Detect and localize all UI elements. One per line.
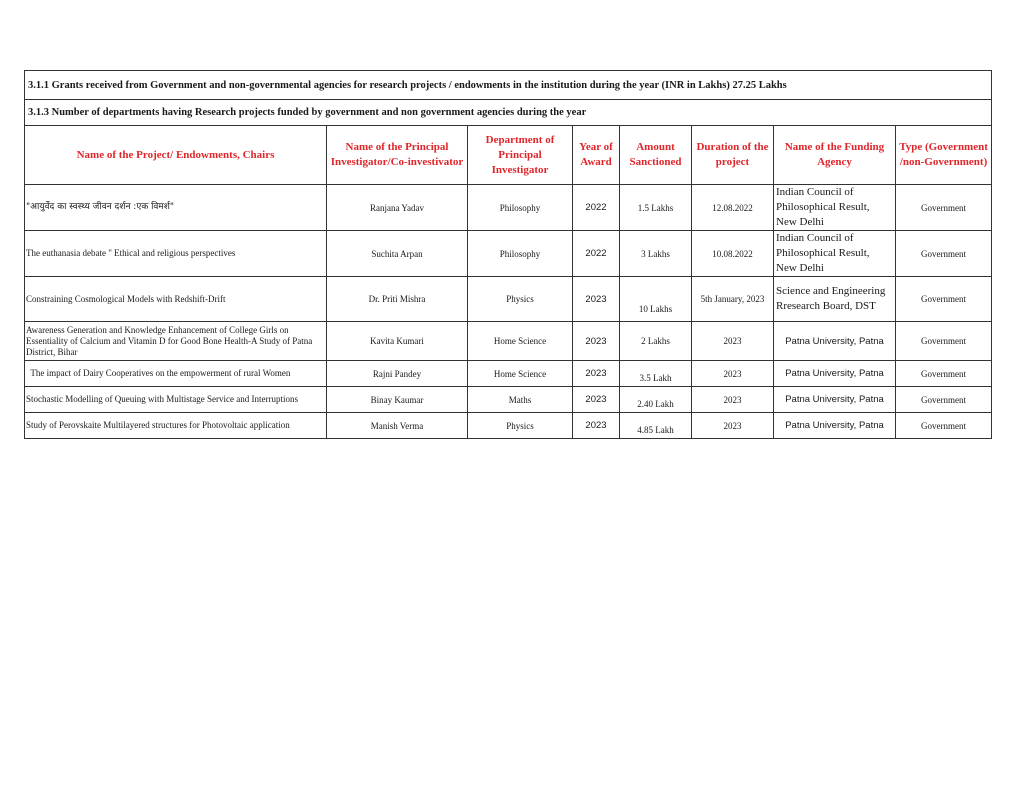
funding-agency: Patna University, Patna xyxy=(774,413,896,439)
department-name: Physics xyxy=(468,413,573,439)
award-year: 2023 xyxy=(573,361,620,387)
department-name: Philosophy xyxy=(468,231,573,277)
project-duration: 5th January, 2023 xyxy=(692,277,774,322)
funding-agency: Indian Council of Philosophical Result, New Delhi xyxy=(774,231,896,277)
col-header-amount: Amount Sanctioned xyxy=(620,126,692,185)
project-name: "आयुर्वेद का स्वस्थ्य जीवन दर्शन :एक विमर्श" xyxy=(25,185,327,231)
funding-type: Government xyxy=(896,361,992,387)
funding-agency: Patna University, Patna xyxy=(774,322,896,361)
col-header-department: Department of Principal Investigator xyxy=(468,126,573,185)
col-header-duration: Duration of the project xyxy=(692,126,774,185)
amount-sanctioned-cell xyxy=(620,413,692,439)
investigator-name: Rajni Pandey xyxy=(327,361,468,387)
award-year: 2022 xyxy=(573,185,620,231)
funding-type: Government xyxy=(896,413,992,439)
amount-sanctioned: 2.40 Lakh xyxy=(637,399,674,409)
award-year: 2023 xyxy=(573,387,620,413)
project-duration: 2023 xyxy=(692,387,774,413)
project-duration: 2023 xyxy=(692,361,774,387)
table-row xyxy=(25,185,992,231)
funding-type: Government xyxy=(896,387,992,413)
department-name: Philosophy xyxy=(468,185,573,231)
project-name: The euthanasia debate " Ethical and religious perspectives xyxy=(25,231,327,277)
col-header-agency: Name of the Funding Agency xyxy=(774,126,896,185)
table-row xyxy=(25,231,992,277)
investigator-name: Suchita Arpan xyxy=(327,231,468,277)
heading-313: 3.1.3 Number of departments having Research projects funded by government and non government agencies during the year xyxy=(25,100,992,126)
project-duration: 2023 xyxy=(692,413,774,439)
table-row xyxy=(25,387,992,413)
col-header-project: Name of the Project/ Endowments, Chairs xyxy=(25,126,327,185)
department-name: Maths xyxy=(468,387,573,413)
department-name: Home Science xyxy=(468,361,573,387)
header-row xyxy=(25,126,992,185)
banner-row-311 xyxy=(25,71,992,100)
amount-sanctioned: 3.5 Lakh xyxy=(639,373,672,383)
table-row xyxy=(25,413,992,439)
project-name: Constraining Cosmological Models with Redshift-Drift xyxy=(25,277,327,322)
col-header-year: Year of Award xyxy=(573,126,620,185)
department-name: Physics xyxy=(468,277,573,322)
col-header-investigator: Name of the Principal Investigator/Co-investivator xyxy=(327,126,468,185)
table-row xyxy=(25,277,992,322)
amount-sanctioned-cell xyxy=(620,387,692,413)
funding-agency: Indian Council of Philosophical Result, New Delhi xyxy=(774,185,896,231)
amount-sanctioned: 1.5 Lakhs xyxy=(620,185,692,231)
table-row xyxy=(25,361,992,387)
investigator-name: Ranjana Yadav xyxy=(327,185,468,231)
project-name: Awareness Generation and Knowledge Enhancement of College Girls on Essentiality of Calcium and Vitamin D for Good Bone Health-A Study of Patna District, Bihar xyxy=(25,322,327,361)
investigator-name: Binay Kaumar xyxy=(327,387,468,413)
project-duration: 2023 xyxy=(692,322,774,361)
banner-row-313 xyxy=(25,100,992,126)
funding-agency: Patna University, Patna xyxy=(774,361,896,387)
amount-sanctioned-cell xyxy=(620,361,692,387)
amount-sanctioned: 4.85 Lakh xyxy=(637,425,674,435)
project-name: Study of Perovskaite Multilayered structures for Photovoltaic application xyxy=(25,413,327,439)
funding-agency: Science and Engineering Rresearch Board, DST xyxy=(774,277,896,322)
award-year: 2023 xyxy=(573,322,620,361)
investigator-name: Dr. Priti Mishra xyxy=(327,277,468,322)
table-row xyxy=(25,322,992,361)
heading-311: 3.1.1 Grants received from Government and non-governmental agencies for research projects / endowments in the institution during the year (INR in Lakhs) 27.25 Lakhs xyxy=(25,71,992,100)
amount-sanctioned: 10 Lakhs xyxy=(638,304,673,314)
amount-sanctioned: 3 Lakhs xyxy=(620,231,692,277)
project-name: The impact of Dairy Cooperatives on the empowerment of rural Women xyxy=(25,361,327,387)
project-duration: 12.08.2022 xyxy=(692,185,774,231)
funding-type: Government xyxy=(896,185,992,231)
award-year: 2023 xyxy=(573,277,620,322)
funding-type: Government xyxy=(896,277,992,322)
research-projects-table xyxy=(24,70,992,439)
funding-type: Government xyxy=(896,322,992,361)
department-name: Home Science xyxy=(468,322,573,361)
amount-sanctioned: 2 Lakhs xyxy=(620,322,692,361)
grants-sheet xyxy=(24,70,991,439)
award-year: 2023 xyxy=(573,413,620,439)
investigator-name: Kavita Kumari xyxy=(327,322,468,361)
col-header-type: Type (Government /non-Government) xyxy=(896,126,992,185)
funding-type: Government xyxy=(896,231,992,277)
funding-agency: Patna University, Patna xyxy=(774,387,896,413)
amount-sanctioned-cell xyxy=(620,277,692,322)
award-year: 2022 xyxy=(573,231,620,277)
project-duration: 10.08.2022 xyxy=(692,231,774,277)
investigator-name: Manish Verma xyxy=(327,413,468,439)
project-name: Stochastic Modelling of Queuing with Multistage Service and Interruptions xyxy=(25,387,327,413)
